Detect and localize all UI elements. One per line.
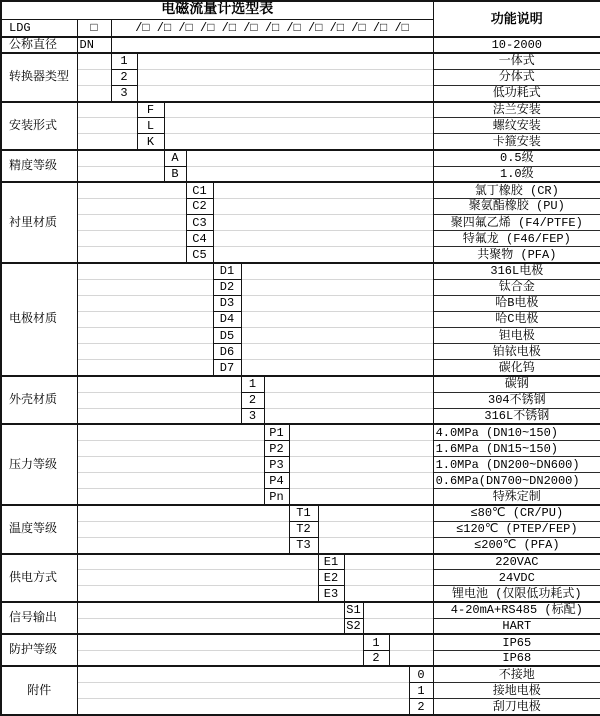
spacer-cell xyxy=(363,602,433,618)
spacer-cell xyxy=(241,311,433,327)
spacer-cell xyxy=(77,473,264,489)
option-code: 3 xyxy=(241,408,264,424)
spacer-cell xyxy=(318,505,433,521)
spacer-cell xyxy=(344,586,433,602)
table-row xyxy=(1,134,600,150)
title-row xyxy=(1,1,600,19)
option-code: 1 xyxy=(409,683,433,699)
table-row xyxy=(1,311,600,327)
option-description: 锂电池 (仅限低功耗式) xyxy=(433,586,600,602)
spacer-cell xyxy=(77,537,289,553)
spacer-cell xyxy=(344,570,433,586)
spacer-cell xyxy=(77,166,164,182)
spacer-cell xyxy=(213,182,433,198)
spacer-cell xyxy=(77,634,363,650)
option-code: C2 xyxy=(186,198,213,214)
spacer-cell xyxy=(318,537,433,553)
option-code: D3 xyxy=(213,295,241,311)
spacer-cell xyxy=(77,279,213,295)
option-description: 1.6MPa (DN15~150) xyxy=(433,441,600,457)
option-description: IP68 xyxy=(433,650,600,666)
option-code: A xyxy=(164,150,186,166)
spacer-cell xyxy=(77,118,137,134)
option-description: 氯丁橡胶 (CR) xyxy=(433,182,600,198)
spacer-cell xyxy=(389,634,433,650)
spacer-cell xyxy=(77,328,213,344)
spacer-cell xyxy=(264,376,433,392)
spacer-cell xyxy=(344,554,433,570)
option-code: D4 xyxy=(213,311,241,327)
spacer-cell xyxy=(289,473,433,489)
category-label: 供电方式 xyxy=(1,554,77,602)
category-label: 信号输出 xyxy=(1,602,77,634)
category-label: 防护等级 xyxy=(1,634,77,666)
spacer-cell xyxy=(77,489,264,505)
option-code: B xyxy=(164,166,186,182)
table-row xyxy=(1,376,600,392)
option-code: P2 xyxy=(264,441,289,457)
option-description: HART xyxy=(433,618,600,634)
spacer-cell xyxy=(77,424,264,440)
spacer-cell xyxy=(164,118,433,134)
table-row xyxy=(1,198,600,214)
spacer-cell xyxy=(137,69,433,85)
table-row xyxy=(1,360,600,376)
option-code: P4 xyxy=(264,473,289,489)
option-description: 聚氨酯橡胶 (PU) xyxy=(433,198,600,214)
spacer-cell xyxy=(77,570,318,586)
spacer-cell xyxy=(164,102,433,118)
category-label: 安装形式 xyxy=(1,102,77,150)
option-code: L xyxy=(137,118,164,134)
table-row xyxy=(1,182,600,198)
spacer-cell xyxy=(77,441,264,457)
option-code: P1 xyxy=(264,424,289,440)
table-row xyxy=(1,392,600,408)
table-row xyxy=(1,102,600,118)
spacer-cell xyxy=(213,231,433,247)
option-description: ≤120℃ (PTEP/FEP) xyxy=(433,521,600,537)
option-description: 碳化钨 xyxy=(433,360,600,376)
option-description: 刮刀电极 xyxy=(433,699,600,715)
spacer-cell xyxy=(389,650,433,666)
spacer-cell xyxy=(241,328,433,344)
table-row xyxy=(1,247,600,263)
option-code: C3 xyxy=(186,215,213,231)
table-row xyxy=(1,554,600,570)
option-description: 不接地 xyxy=(433,666,600,682)
table-row xyxy=(1,441,600,457)
spacer-cell xyxy=(241,360,433,376)
table-row xyxy=(1,69,600,85)
option-code: Pn xyxy=(264,489,289,505)
option-description: 316L电极 xyxy=(433,263,600,279)
category-label: 公称直径 xyxy=(1,37,77,53)
table-row xyxy=(1,570,600,586)
option-description: 钛合金 xyxy=(433,279,600,295)
spacer-cell xyxy=(363,618,433,634)
spacer-cell xyxy=(77,182,186,198)
spacer-cell xyxy=(77,53,111,69)
spacer-cell xyxy=(77,650,363,666)
spacer-cell xyxy=(289,489,433,505)
table-row xyxy=(1,699,600,715)
table-row xyxy=(1,263,600,279)
option-description: 10-2000 xyxy=(433,37,600,53)
option-description: 法兰安装 xyxy=(433,102,600,118)
option-description: 钽电极 xyxy=(433,328,600,344)
option-description: 特氟龙 (F46/FEP) xyxy=(433,231,600,247)
option-description: 一体式 xyxy=(433,53,600,69)
option-description: 铂铱电极 xyxy=(433,344,600,360)
option-description: IP65 xyxy=(433,634,600,650)
spacer-cell xyxy=(77,602,344,618)
table-row xyxy=(1,537,600,553)
spacer-cell xyxy=(77,392,241,408)
spacer-cell xyxy=(77,457,264,473)
option-description: 0.6MPa(DN700~DN2000) xyxy=(433,473,600,489)
table-row xyxy=(1,231,600,247)
table-row xyxy=(1,602,600,618)
function-column-header: 功能说明 xyxy=(433,1,600,37)
option-code: C5 xyxy=(186,247,213,263)
table-row xyxy=(1,279,600,295)
option-code: T3 xyxy=(289,537,318,553)
spacer-cell xyxy=(77,683,409,699)
spacer-cell xyxy=(289,457,433,473)
table-row xyxy=(1,85,600,101)
option-code: D2 xyxy=(213,279,241,295)
option-description: ≤200℃ (PFA) xyxy=(433,537,600,553)
category-label: 衬里材质 xyxy=(1,182,77,263)
option-code: 1 xyxy=(111,53,137,69)
spacer-cell xyxy=(77,263,213,279)
spacer-cell xyxy=(264,408,433,424)
option-code: 2 xyxy=(363,650,389,666)
spacer-cell xyxy=(289,424,433,440)
spacer-cell xyxy=(77,505,289,521)
category-label: 精度等级 xyxy=(1,150,77,182)
table-row xyxy=(1,118,600,134)
option-code: 2 xyxy=(241,392,264,408)
option-code: F xyxy=(137,102,164,118)
spacer-cell xyxy=(137,53,433,69)
spacer-cell xyxy=(77,102,137,118)
category-label: 压力等级 xyxy=(1,424,77,505)
option-code: D5 xyxy=(213,328,241,344)
table-row xyxy=(1,424,600,440)
spacer-cell xyxy=(77,618,344,634)
table-row xyxy=(1,408,600,424)
option-code: S2 xyxy=(344,618,363,634)
option-description: 0.5级 xyxy=(433,150,600,166)
option-code: C1 xyxy=(186,182,213,198)
table-row xyxy=(1,666,600,682)
spacer-cell xyxy=(77,586,318,602)
option-code: 3 xyxy=(111,85,137,101)
spacer-cell xyxy=(213,198,433,214)
option-description: 低功耗式 xyxy=(433,85,600,101)
category-label: 附件 xyxy=(1,666,77,715)
option-code: T2 xyxy=(289,521,318,537)
spacer-cell xyxy=(77,521,289,537)
category-label: 外壳材质 xyxy=(1,376,77,424)
spacer-cell xyxy=(77,69,111,85)
option-description: 4-20mA+RS485 (标配) xyxy=(433,602,600,618)
option-description: 316L不锈钢 xyxy=(433,408,600,424)
spacer-cell xyxy=(77,360,213,376)
model-prefix-label: LDG xyxy=(1,19,77,37)
model-code-boxes: /□ /□ /□ /□ /□ /□ /□ /□ /□ /□ /□ /□ /□ xyxy=(111,19,433,37)
table-row xyxy=(1,683,600,699)
table-row xyxy=(1,53,600,69)
option-description: 220VAC xyxy=(433,554,600,570)
spacer-cell xyxy=(77,666,409,682)
option-description: 304不锈钢 xyxy=(433,392,600,408)
option-description: 4.0MPa (DN10~150) xyxy=(433,424,600,440)
option-description: 共聚物 (PFA) xyxy=(433,247,600,263)
spacer-cell xyxy=(241,263,433,279)
option-code: E2 xyxy=(318,570,344,586)
spacer-cell xyxy=(77,85,111,101)
spacer-cell xyxy=(111,37,433,53)
option-code: S1 xyxy=(344,602,363,618)
spacer-cell xyxy=(77,231,186,247)
option-description: 分体式 xyxy=(433,69,600,85)
spacer-cell xyxy=(77,198,186,214)
option-code: D7 xyxy=(213,360,241,376)
spacer-cell xyxy=(264,392,433,408)
table-row xyxy=(1,344,600,360)
spacer-cell xyxy=(77,344,213,360)
spacer-cell xyxy=(213,215,433,231)
table-row xyxy=(1,521,600,537)
option-description: 1.0MPa (DN200~DN600) xyxy=(433,457,600,473)
spacer-cell xyxy=(241,279,433,295)
table-row xyxy=(1,489,600,505)
option-description: 特殊定制 xyxy=(433,489,600,505)
option-code: 0 xyxy=(409,666,433,682)
option-description: 1.0级 xyxy=(433,166,600,182)
table-row xyxy=(1,473,600,489)
option-code: 2 xyxy=(111,69,137,85)
table-row xyxy=(1,328,600,344)
table-row xyxy=(1,215,600,231)
option-description: ≤80℃ (CR/PU) xyxy=(433,505,600,521)
table-row xyxy=(1,505,600,521)
table-row xyxy=(1,586,600,602)
model-first-code-box: □ xyxy=(77,19,111,37)
spacer-cell xyxy=(77,134,137,150)
table-row xyxy=(1,634,600,650)
spacer-cell xyxy=(77,215,186,231)
spacer-cell xyxy=(318,521,433,537)
option-code: D6 xyxy=(213,344,241,360)
option-code: C4 xyxy=(186,231,213,247)
option-code: T1 xyxy=(289,505,318,521)
option-code: DN xyxy=(77,37,111,53)
option-description: 聚四氟乙烯 (F4/PTFE) xyxy=(433,215,600,231)
option-code: 1 xyxy=(363,634,389,650)
table-row xyxy=(1,457,600,473)
option-code: P3 xyxy=(264,457,289,473)
option-code: K xyxy=(137,134,164,150)
option-description: 卡箍安装 xyxy=(433,134,600,150)
spacer-cell xyxy=(241,295,433,311)
category-label: 转换器类型 xyxy=(1,53,77,101)
spacer-cell xyxy=(77,311,213,327)
option-code: E1 xyxy=(318,554,344,570)
spacer-cell xyxy=(77,408,241,424)
spacer-cell xyxy=(77,376,241,392)
option-code: 2 xyxy=(409,699,433,715)
option-description: 哈B电极 xyxy=(433,295,600,311)
option-code: D1 xyxy=(213,263,241,279)
option-description: 24VDC xyxy=(433,570,600,586)
spacer-cell xyxy=(186,166,433,182)
spacer-cell xyxy=(241,344,433,360)
table-row xyxy=(1,618,600,634)
spacer-cell xyxy=(213,247,433,263)
option-description: 接地电极 xyxy=(433,683,600,699)
spacer-cell xyxy=(186,150,433,166)
option-description: 螺纹安装 xyxy=(433,118,600,134)
table-row xyxy=(1,150,600,166)
option-description: 碳钢 xyxy=(433,376,600,392)
spacer-cell xyxy=(77,247,186,263)
spacer-cell xyxy=(77,554,318,570)
page-title: 电磁流量计选型表 xyxy=(1,1,433,19)
option-code: E3 xyxy=(318,586,344,602)
category-label: 电极材质 xyxy=(1,263,77,376)
table-row xyxy=(1,166,600,182)
spacer-cell xyxy=(137,85,433,101)
table-row xyxy=(1,650,600,666)
spacer-cell xyxy=(77,699,409,715)
table-row xyxy=(1,295,600,311)
spacer-cell xyxy=(164,134,433,150)
option-description: 哈C电极 xyxy=(433,311,600,327)
option-code: 1 xyxy=(241,376,264,392)
category-label: 温度等级 xyxy=(1,505,77,553)
table-row xyxy=(1,37,600,53)
spacer-cell xyxy=(77,295,213,311)
spacer-cell xyxy=(77,150,164,166)
spacer-cell xyxy=(289,441,433,457)
